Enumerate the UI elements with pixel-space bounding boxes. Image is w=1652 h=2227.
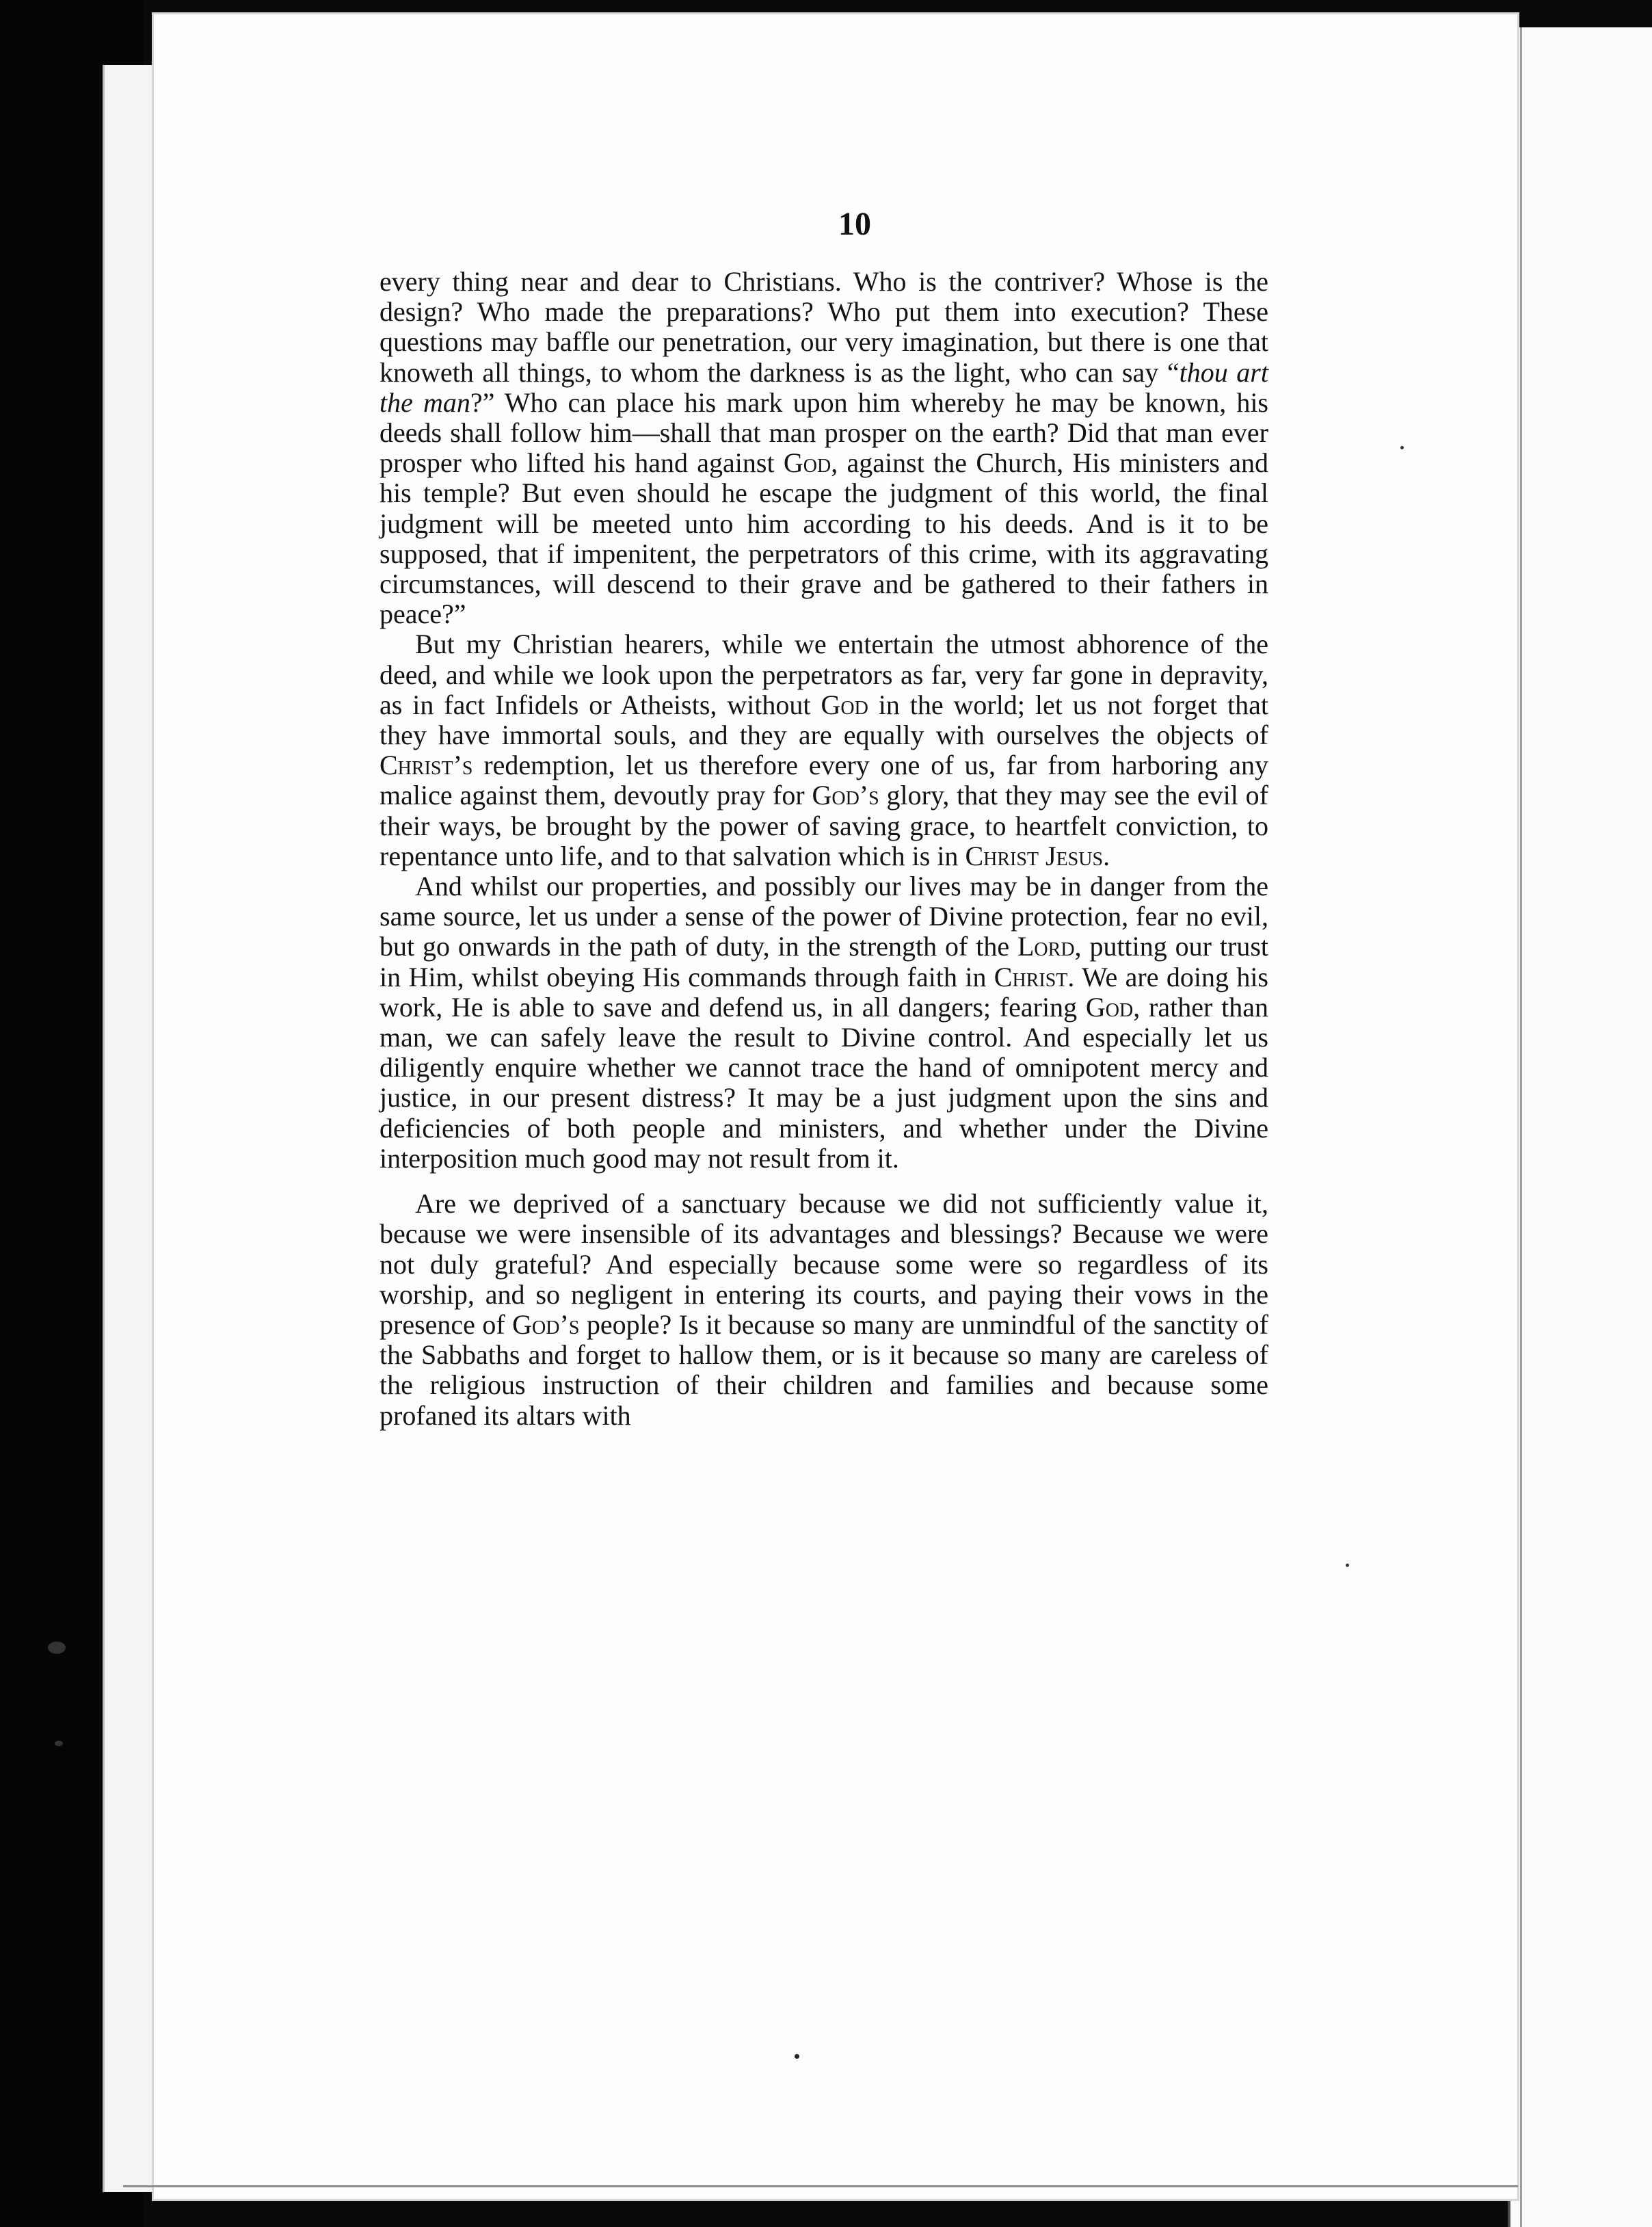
text-run: . We are doing his work, He is able to save and defend us, in all dangers; fearing [379,961,1268,1023]
text-run: God [783,447,831,479]
paragraph [379,871,1268,1174]
text-run: people? Is it because so many are unmindful of the sanctity of the Sabbaths and forget to hallow them, or is it because so many are careless of the religious instruction of their children and families and because some profaned its altars with [379,1308,1268,1431]
text-run: God’s [812,780,879,811]
paragraph [379,267,1268,629]
text-run: Lord [1017,931,1075,962]
facing-page-edge [1508,27,1652,2227]
page-bottom-edge [123,2185,1518,2187]
scan-speck [48,1642,66,1654]
text-run: ?” Who can place his mark upon him whereby he may be known, his deeds shall follow him—shall that man prosper on the earth? Did that man ever prosper who lifted his hand against [379,386,1269,479]
text-run: , against the Church, His ministers and his temple? But even should he escape the judgment of this world, the final judgment will be meeted unto him according to his deeds. And is it to be supposed, that if impenitent, the perpetrators of this crime, with its aggravating circumstances, will descend to their grave and be gathered to their fathers in peace?” [379,447,1269,630]
scan-speck [55,1741,63,1746]
text-run: Are we deprived of a sanctuary because we did not sufficiently value it, because we were insensible of its advantages and blessings? Because we were not duly grateful? And especially because some were so regardless of its worship, and so negligent in entering its courts, and paying their vows in the presence of [379,1188,1268,1340]
text-run: God [1085,991,1134,1023]
scan-speck [1346,1564,1349,1567]
text-run: in the world; let us not forget that they have immortal souls, and they are equally with ourselves the objects of [379,689,1269,751]
text-run: , rather than man, we can safely leave the result to Divine control. And especially let us diligently enquire whether we cannot trace the hand of omnipotent mercy and justice, in our present distress? It may be a just judgment upon the sins and deficiencies of both people and ministers, and whether under the Divine interposition much good may not result from it. [379,991,1268,1174]
printer-mark [795,2054,799,2059]
page-number: 10 [838,206,871,242]
text-run: Christ Jesus [965,840,1104,871]
facing-page-rule [1520,27,1522,2227]
text-run: And whilst our properties, and possibly our lives may be in danger from the same source, let us under a sense of the power of Divine protection, fear no evil, but go onwards in the path of duty, in the strength of the [379,871,1268,962]
text-run: Christ [994,961,1068,992]
paragraph [379,1189,1268,1431]
scan-speck [1400,446,1404,449]
text-run: God’s [512,1308,580,1340]
text-run: God [821,689,868,720]
text-run: Christ’s [379,750,473,781]
paragraph [379,629,1268,871]
body-text [379,267,1268,1431]
text-run: thou art the man [379,356,1268,418]
text-run: But my Christian hearers, while we entertain the utmost abhorence of the deed, and while we look upon the perpetrators as far, very far gone in depravity, as in fact Infidels or Atheists, without [379,629,1268,720]
text-run: redemption, let us therefore every one of us, far from harboring any malice against them, devoutly pray for [379,750,1268,811]
text-run: . [1103,840,1110,871]
text-run: every thing near and dear to Christians. Who is the contriver? Whose is the design? Who made the preparations? Who put them into execution? These questions may baffle our penetration, our very imagination, but there is one that knoweth all things, to whom the darkness is as the light, who can say “ [379,266,1268,388]
text-run: , putting our trust in Him, whilst obeying His commands through faith in [379,931,1269,992]
text-run: glory, that they may see the evil of their ways, be brought by the power of saving grace, to heartfelt conviction, to repentance unto life, and to that salvation which is in [379,780,1269,871]
